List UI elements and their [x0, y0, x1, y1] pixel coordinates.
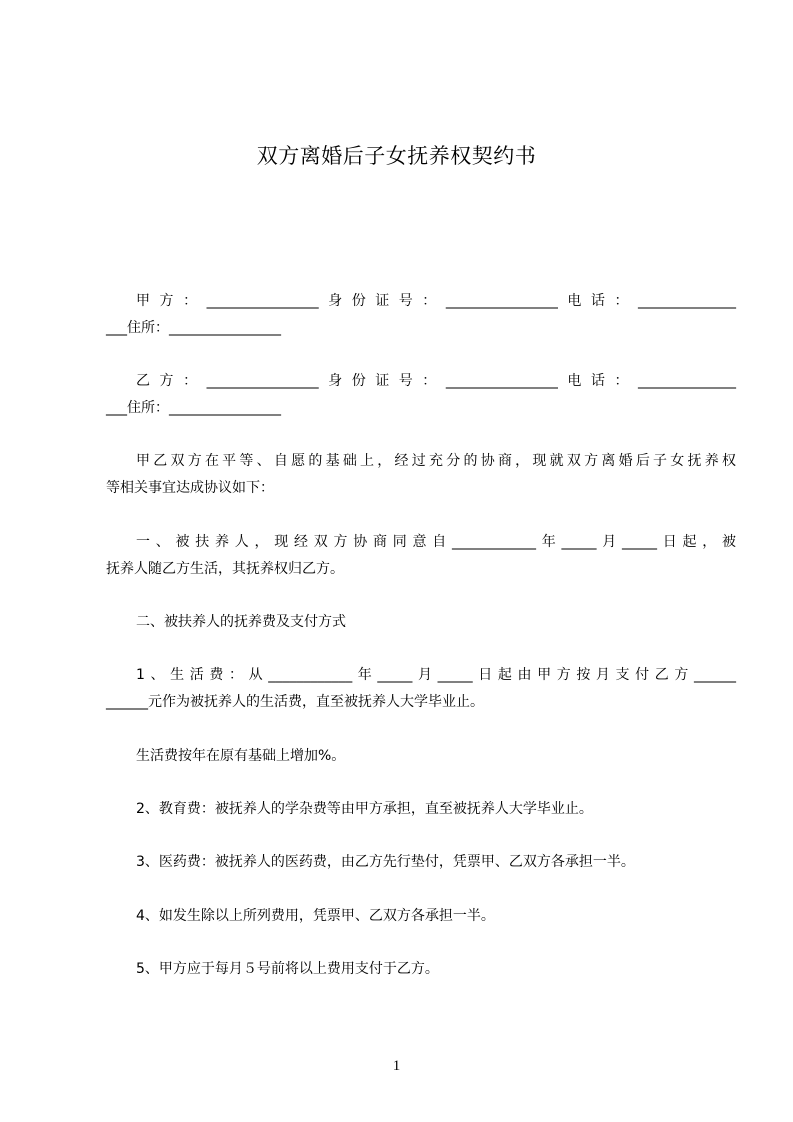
clause-1-line-2: 抚养人随乙方生活，其抚养权归乙方。 [106, 561, 344, 577]
party-b-address-line: ___住所：________________ [106, 400, 281, 416]
item-1-line-2: ______元作为被抚养人的生活费，直至被抚养人大学毕业止。 [106, 694, 484, 710]
item-1-note: 生活费按年在原有基础上增加%。 [136, 748, 346, 764]
clause-2-heading: 二、被扶养人的抚养费及支付方式 [136, 614, 346, 630]
item-4-line: 4、如发生除以上所列费用，凭票甲、乙双方各承担一半。 [136, 908, 495, 924]
clause-1-line-1: 一、被扶养人，现经双方协商同意自____________年_____月_____日起，被 [136, 534, 736, 550]
party-a-info-line: 甲方：________________身份证号：________________电话：______________ [136, 293, 736, 309]
item-2-line: 2、教育费：被抚养人的学杂费等由甲方承担，直至被抚养人大学毕业止。 [136, 801, 593, 817]
page-number: 1 [392, 1058, 401, 1074]
item-3-line: 3、医药费：被抚养人的医药费，由乙方先行垫付，凭票甲、乙双方各承担一半。 [136, 854, 635, 870]
item-1-line-1: 1、生活费：从____________年_____月_____日起由甲方按月支付乙方______ [136, 667, 736, 683]
document-title: 双方离婚后子女抚养权契约书 [256, 144, 537, 168]
preamble-line-2: 等相关事宜达成协议如下： [106, 480, 274, 496]
party-a-address-line: ___住所：________________ [106, 320, 281, 336]
party-b-info-line: 乙方：________________身份证号：________________电话：______________ [136, 373, 736, 389]
preamble-line-1: 甲乙双方在平等、自愿的基础上，经过充分的协商，现就双方离婚后子女抚养权 [136, 453, 736, 469]
item-5-line: 5、甲方应于每月５号前将以上费用支付于乙方。 [136, 961, 439, 977]
